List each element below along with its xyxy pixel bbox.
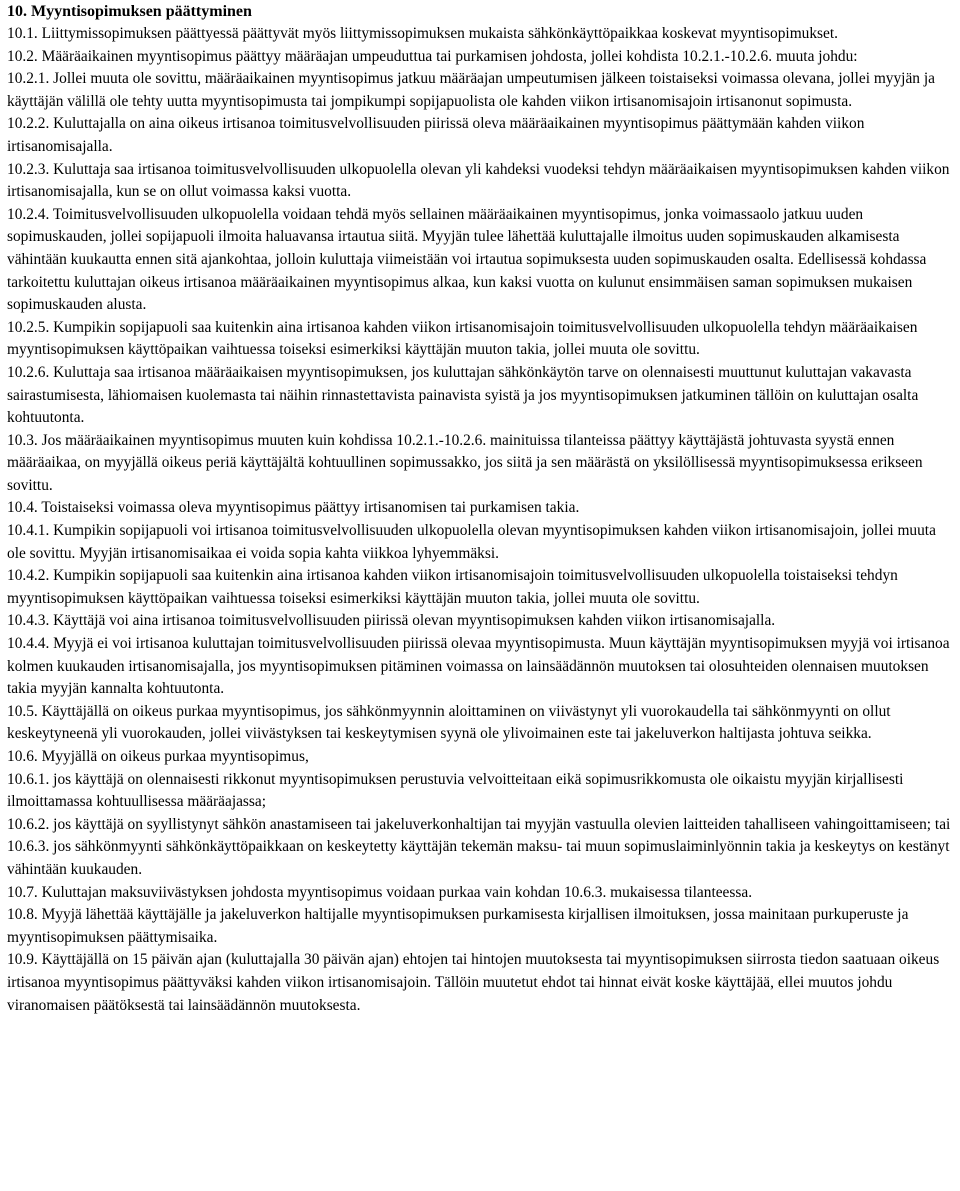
clause-10-2-1: 10.2.1. Jollei muuta ole sovittu, määräaikainen myyntisopimus jatkuu määräajan umpeutumisen jälkeen toistaiseksi voimassa olevana, jollei myyjän ja käyttäjän välillä ole tehty uutta myyntisopimusta tai jompikumpi sopijapuolista ole kahden viikon irtisanomisajoin irtisanonut sopimusta. [7,70,935,110]
clause-10-4-1: 10.4.1. Kumpikin sopijapuoli voi irtisanoa toimitusvelvollisuuden ulkopuolella olevan myyntisopimuksen kahden viikon irtisanomisajoin, jollei muuta ole sovittu. Myyjän irtisanomisaikaa ei voida sopia kahta viikkoa lyhyemmäksi. [7,522,936,562]
clause-10-6-3: 10.6.3. jos sähkönmyynti sähkönkäyttöpaikkaan on keskeytetty käyttäjän tekemän maksu- tai muun sopimuslaiminlyönnin takia ja keskeytys on kestänyt vähintään kuukauden. [7,838,950,878]
clause-10-4-3: 10.4.3. Käyttäjä voi aina irtisanoa toimitusvelvollisuuden piirissä olevan myyntisopimuksen kahden viikon irtisanomisajalla. [7,612,776,630]
clause-10-2-3: 10.2.3. Kuluttaja saa irtisanoa toimitusvelvollisuuden ulkopuolella olevan yli kahdeksi vuodeksi tehdyn määräaikaisen myyntisopimuksen kahden viikon irtisanomisajalla, kun se on ollut voimassa kaksi vuotta. [7,160,950,201]
clause-10-2-4: 10.2.4. Toimitusvelvollisuuden ulkopuolella voidaan tehdä myös sellainen määräaikainen myyntisopimus, jonka voimassaolo jatkuu uuden sopimuskauden, jollei sopijapuoli ilmoita haluavansa irtautua siitä. Myyjän tulee lähettää kuluttajalle ilmoitus uuden sopimuskauden alkamisesta vähintään kuukautta ennen sitä ajankohtaa, jolloin kuluttaja viimeistään voi irtautua sopimuksesta uuden sopimuskauden osalta. Edellisessä kohdassa tarkoitettu kuluttajan oikeus irtisanoa määräaikainen myyntisopimus alkaa, kun kaksi vuotta on kulunut ensimmäisen saman sopimuksen mukaisen sopimuskauden alusta. [7,205,927,314]
clause-10-4-4: 10.4.4. Myyjä ei voi irtisanoa kuluttajan toimitusvelvollisuuden piirissä olevaa myyntisopimusta. Muun käyttäjän myyntisopimuksen myyjä voi irtisanoa kolmen kuukauden irtisanomisajalla, jos myyntisopimuksen pitäminen voimassa on lainsäädännön muutoksen tai olosuhteiden olennaisen muutoksen takia myyjän kannalta kohtuutonta. [7,635,950,698]
clause-10-2-6: 10.2.6. Kuluttaja saa irtisanoa määräaikaisen myyntisopimuksen, jos kuluttajan sähkönkäytön tarve on olennaisesti muuttunut kuluttajan vakavasta sairastumisesta, lähiomaisen kuolemasta tai näihin rinnastettavista painavista syistä ja jos myyntisopimuksen jatkuminen tällöin on kuluttajan osalta kohtuutonta. [7,363,919,427]
clause-10-5: 10.5. Käyttäjällä on oikeus purkaa myyntisopimus, jos sähkönmyynnin aloittaminen on viivästynyt yli vuorokaudella tai sähkönmyynti on ollut keskeytyneenä yli vuorokauden, jollei viivästyksen tai keskeytymisen syynä ole ylivoimainen este tai jakeluverkon haltijasta johtuva seikka. [7,702,891,743]
clause-10-7: 10.7. Kuluttajan maksuviivästyksen johdosta myyntisopimus voidaan purkaa vain kohdan 10.6.3. mukaisessa tilanteessa. [7,883,753,901]
clause-10-3: 10.3. Jos määräaikainen myyntisopimus muuten kuin kohdissa 10.2.1.-10.2.6. mainituissa tilanteissa päättyy käyttäjästä johtuvasta syystä ennen määräaikaa, on myyjällä oikeus periä käyttäjältä kohtuullinen sopimussakko, jos siitä ja sen määrästä on yksilöllisessä myyntisopimuksessa erikseen sovittu. [7,431,923,494]
clause-10-9: 10.9. Käyttäjällä on 15 päivän ajan (kuluttajalla 30 päivän ajan) ehtojen tai hintojen muutoksesta tai myyntisopimuksen siirrosta tiedon saatuaan oikeus irtisanoa myyntisopimus päättyväksi kahden viikon irtisanomisajoin. Tällöin muutetut ehdot tai hinnat eivät koske käyttäjää, ellei muutos johdu viranomaisen päätöksestä tai lainsäädännön muutoksesta. [7,951,940,1014]
clause-10-2-2: 10.2.2. Kuluttajalla on aina oikeus irtisanoa toimitusvelvollisuuden piirissä oleva määräaikainen myyntisopimus päättymään kahden viikon irtisanomisajalla. [7,115,865,155]
section-heading: 10. Myyntisopimuksen päättyminen [7,3,252,20]
clause-10-1: 10.1. Liittymissopimuksen päättyessä päättyvät myös liittymissopimuksen mukaista sähkönkäyttöpaikkaa koskevat myyntisopimukset. [7,25,839,42]
clause-10-6-2: 10.6.2. jos käyttäjä on syyllistynyt sähkön anastamiseen tai jakeluverkonhaltijan tai myyjän vastuulla olevien laitteiden tahalliseen vahingoittamiseen; tai [7,815,951,833]
clause-10-4-2: 10.4.2. Kumpikin sopijapuoli saa kuitenkin aina irtisanoa kahden viikon irtisanomisajoin toimitusvelvollisuuden ulkopuolella toistaiseksi tehdyn myyntisopimuksen käyttöpaikan vaihtuessa toiseksi esimerkiksi käyttäjän muuton takia, jollei muuta ole sovittu. [7,567,898,607]
clause-10-6: 10.6. Myyjällä on oikeus purkaa myyntisopimus, [7,748,309,765]
clause-10-2-5: 10.2.5. Kumpikin sopijapuoli saa kuitenkin aina irtisanoa kahden viikon irtisanomisajoin toimitusvelvollisuuden ulkopuolella tehdyn määräaikaisen myyntisopimuksen käyttöpaikan vaihtuessa toiseksi esimerkiksi käyttäjän muuton takia, jollei muuta ole sovittu. [7,318,918,359]
clause-10-2: 10.2. Määräaikainen myyntisopimus päättyy määräajan umpeuduttua tai purkamisen johdosta, jollei kohdista 10.2.1.-10.2.6. muuta johdu: [7,47,858,65]
clause-10-4: 10.4. Toistaiseksi voimassa oleva myyntisopimus päättyy irtisanomisen tai purkamisen takia. [7,499,580,517]
clause-10-6-1: 10.6.1. jos käyttäjä on olennaisesti rikkonut myyntisopimuksen perustuvia velvoitteitaan eikä sopimusrikkomusta ole oikaistu myyjän kirjallisesti ilmoittamassa kohtuullisessa määräajassa; [7,770,904,811]
clause-10-8: 10.8. Myyjä lähettää käyttäjälle ja jakeluverkon haltijalle myyntisopimuksen purkamisesta kirjallisen ilmoituksen, jossa mainitaan purkuperuste ja myyntisopimuksen päättymisaika. [7,906,909,946]
